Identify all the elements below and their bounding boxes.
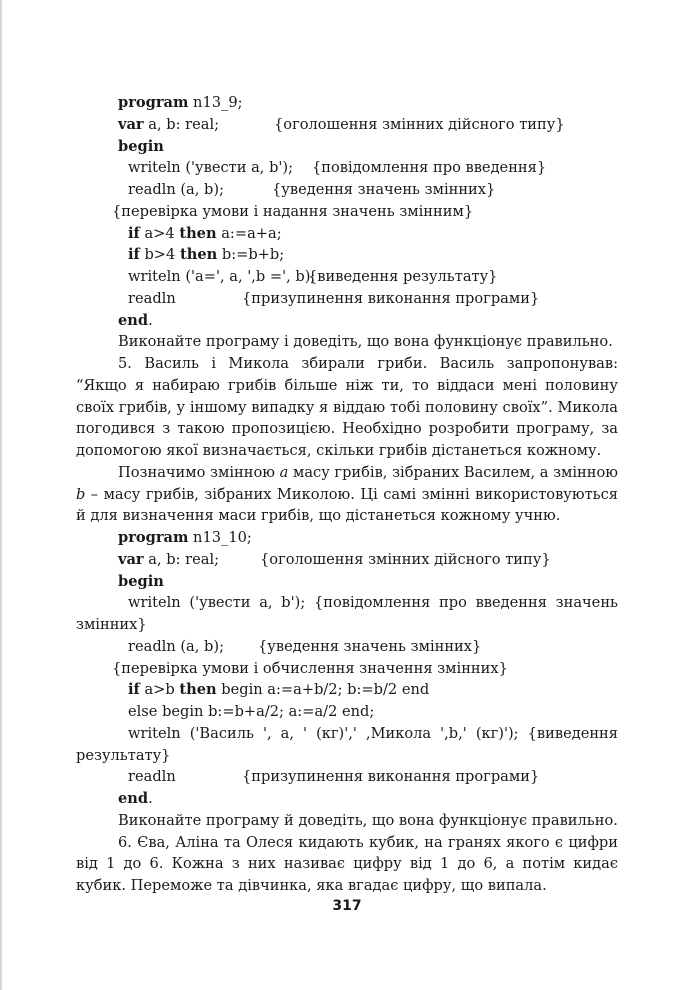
code-text: b:=b+b; (217, 246, 285, 264)
keyword: if (128, 681, 140, 699)
keyword: var (118, 550, 144, 568)
code-line (76, 244, 618, 266)
code-text: n13_9; (188, 94, 243, 111)
code-line (76, 658, 618, 680)
code-text: a>b (139, 681, 180, 699)
text-run: масу грибів, зібраних Василем, а змінною (288, 463, 618, 481)
code-line (76, 527, 618, 549)
variable-name: b (76, 485, 86, 503)
code-text: a, b: real; (143, 115, 220, 133)
paragraph (76, 462, 618, 527)
keyword: var (118, 115, 144, 133)
code-line (76, 266, 618, 288)
code-line (76, 92, 618, 114)
keyword: begin (118, 572, 164, 590)
code-text: a>4 (139, 224, 180, 242)
code-comment: {повідомлення про введення} (312, 159, 547, 177)
code-text: a:=a+a; (216, 224, 282, 242)
paragraph: 5. Василь і Микола збирали гриби. Василь запропонував: “Якщо я набираю грибів більше ніж ти, то віддаси мені половину своїх грибів, у іншому випадку я віддаю тобі половину своїх”. Микола погодився з такою пропозицією. Необхідно розробити програму, за допомогою якої визначається, скільки грибів дістанеться кожному. (76, 355, 618, 459)
code-line (76, 788, 618, 810)
keyword: begin (118, 137, 164, 155)
code-text: b>4 (139, 246, 180, 264)
code-comment: {призупинення виконання програми} (242, 289, 540, 307)
code-line (76, 179, 618, 201)
code-text: a, b: real; (143, 550, 220, 568)
page-number: 317 (332, 898, 362, 914)
code-comment: {уведення значень змінних} (258, 637, 482, 655)
code-comment: {перевірка умови і надання значень змінним} (112, 202, 474, 220)
keyword: end (118, 311, 149, 329)
text-run: Позначимо змінною (118, 463, 280, 481)
code-line (76, 114, 618, 136)
keyword: program (118, 94, 189, 111)
code-text: readln (a, b); (128, 181, 224, 198)
code-line (76, 136, 618, 158)
code-comment: {призупинення виконання програми} (242, 768, 540, 786)
code-line (76, 223, 618, 245)
code-line (76, 310, 618, 332)
code-line: writeln ('Василь ', a, ' (кг)',' ,Микола ',b,' (кг)'); {виведення (128, 724, 618, 742)
code-comment: {оголошення змінних дійсного типу} (274, 115, 565, 133)
code-text: readln (128, 768, 176, 786)
code-text: begin a:=a+b/2; b:=b/2 end (216, 681, 430, 699)
paragraph: 6. Єва, Аліна та Олеся кидають кубик, на гранях якого є цифри від 1 до 6. Кожна з них називає цифру від 1 до 6, а потім кидає кубик. Переможе та дівчинка, яка вгадає цифру, що випала. (76, 833, 618, 894)
code-line: writeln ('увести a, b'); {повідомлення про введення значень (128, 594, 618, 612)
code-text: . (148, 311, 153, 329)
keyword: then (179, 224, 217, 242)
code-comment: {виведення результату} (308, 268, 498, 285)
code-line (76, 636, 618, 658)
keyword: if (128, 246, 140, 264)
page-content (76, 92, 618, 897)
code-line (76, 201, 618, 223)
code-line: результату} (76, 746, 171, 764)
code-line (76, 549, 618, 571)
paragraph: Виконайте програму й доведіть, що вона функціонує правильно. (118, 811, 618, 829)
code-line: else begin b:=b+a/2; a:=a/2 end; (128, 703, 375, 720)
code-text: readln (a, b); (128, 637, 224, 655)
keyword: if (128, 224, 140, 242)
keyword: end (118, 790, 149, 807)
code-text: writeln ('a=', a, ',b =', b); (128, 268, 316, 285)
code-text: readln (128, 289, 176, 307)
code-line (76, 571, 618, 593)
code-line (76, 288, 618, 310)
keyword: then (179, 681, 217, 699)
code-comment: {уведення значень змінних} (272, 181, 496, 198)
keyword: program (118, 529, 189, 546)
code-comment: {перевірка умови і обчислення значення змінних} (112, 659, 508, 677)
code-comment: {оголошення змінних дійсного типу} (260, 550, 551, 568)
code-line: змінних} (76, 616, 147, 633)
paragraph: Виконайте програму і доведіть, що вона функціонує правильно. (118, 333, 613, 351)
variable-name: a (279, 463, 289, 481)
code-text: . (148, 790, 153, 807)
code-line (76, 157, 618, 179)
keyword: then (179, 246, 218, 264)
code-line (76, 766, 618, 788)
code-text: writeln ('увести a, b'); (128, 159, 294, 177)
code-line (76, 679, 618, 701)
text-run: – масу грибів, зібраних Миколою. Ці самі змінні використовуються й для визначення маси грибів, що дістанеться кожному учню. (76, 485, 618, 525)
code-text: n13_10; (188, 529, 252, 546)
